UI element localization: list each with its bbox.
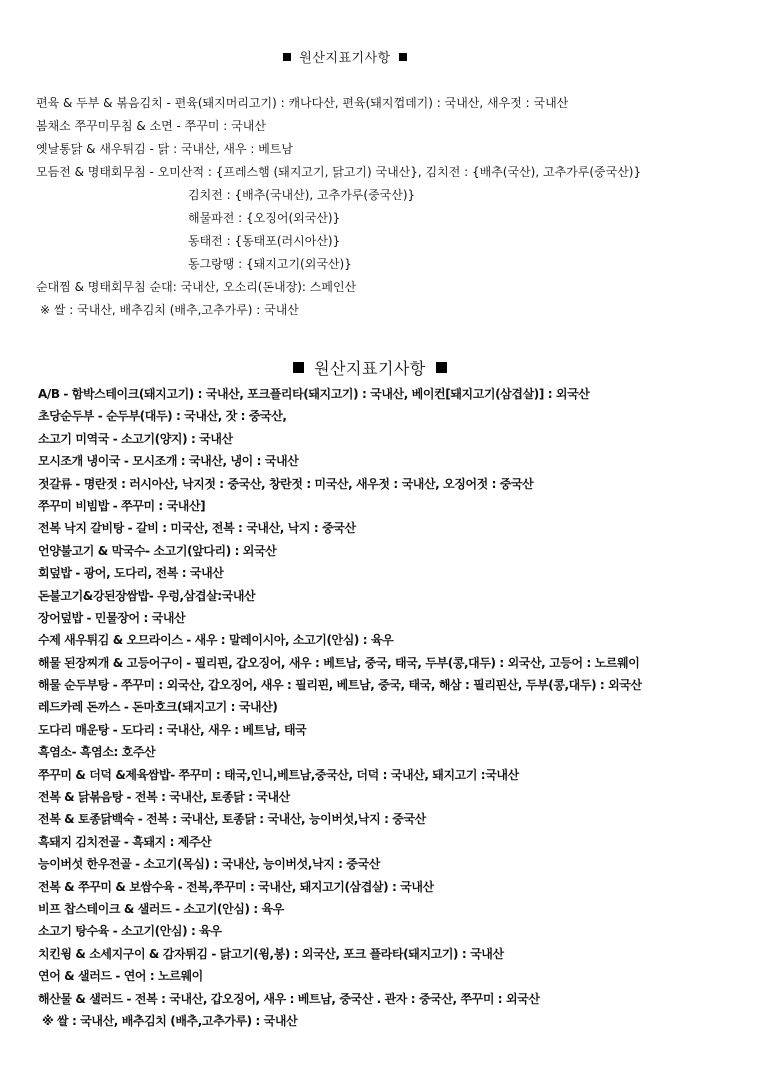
list-item: 김치전 : {배추(국내산), 고추가루(중국산)} <box>188 188 416 202</box>
note-item: ※ 쌀 : 국내산, 배추김치 (배추,고추가루) : 국내산 <box>42 1013 298 1028</box>
list-item: 모시조개 냉이국 - 모시조개 : 국내산, 냉이 : 국내산 <box>38 454 299 469</box>
list-item: 쭈꾸미 비빔밥 - 쭈꾸미 : 국내산] <box>38 498 206 513</box>
list-item: 해물파전 : {오징어(외국산)} <box>188 211 341 225</box>
list-item: 해산물 & 샐러드 - 전복 : 국내산, 갑오징어, 새우 : 베트남, 중국산 . 관자 : 중국산, 쭈꾸미 : 외국산 <box>38 991 540 1006</box>
list-item: 레드카레 돈까스 - 돈마호크(돼지고기 : 국내산) <box>38 700 278 715</box>
list-item: 봄채소 쭈꾸미무침 & 소면 - 쭈꾸미 : 국내산 <box>36 119 266 133</box>
list-item: 젓갈류 - 명란젓 : 러시아산, 낙지젓 : 중국산, 창란젓 : 미국산, 새우젓 : 국내산, 오징어젓 : 중국산 <box>38 476 534 491</box>
list-item: 돈불고기&강된장쌈밥- 우렁,삼겹살:국내산 <box>38 588 256 603</box>
section1-list <box>36 92 751 322</box>
note-item: ※ 쌀 : 국내산, 배추김치 (배추,고추가루) : 국내산 <box>40 303 299 317</box>
section2-title <box>0 356 740 379</box>
list-item: 전복 & 쭈꾸미 & 보쌈수육 - 전복,쭈꾸미 : 국내산, 돼지고기(삼겹살) : 국내산 <box>38 879 434 894</box>
list-item: 전복 낙지 갈비탕 - 갈비 : 미국산, 전복 : 국내산, 낙지 : 중국산 <box>38 521 356 536</box>
list-item: 흑염소- 흑염소: 호주산 <box>38 745 156 760</box>
list-item: 소고기 미역국 - 소고기(양지) : 국내산 <box>38 431 233 446</box>
list-item: 수제 새우튀김 & 오므라이스 - 새우 : 말레이시아, 소고기(안심) : 육우 <box>38 633 394 648</box>
list-item: 쭈꾸미 & 더덕 &제육쌈밥- 쭈꾸미 : 태국,인니,베트남,중국산, 더덕 : 국내산, 돼지고기 :국내산 <box>38 767 519 782</box>
square-bullet-icon <box>293 362 304 373</box>
list-item: 동태전 : {동태포(러시아산)} <box>188 234 341 248</box>
list-item: 도다리 매운탕 - 도다리 : 국내산, 새우 : 베트남, 태국 <box>38 722 307 737</box>
list-item: 치킨윙 & 소세지구이 & 감자튀김 - 닭고기(윙,봉) : 외국산, 포크 플라타(돼지고기) : 국내산 <box>38 946 504 961</box>
square-bullet-icon <box>283 53 291 61</box>
list-item: 능이버섯 한우전골 - 소고기(목심) : 국내산, 능이버섯,낙지 : 중국산 <box>38 857 380 872</box>
list-item: 회덮밥 - 광어, 도다리, 전복 : 국내산 <box>38 566 224 581</box>
section2-list <box>38 383 754 1032</box>
list-item: 해물 순두부탕 - 쭈꾸미 : 외국산, 갑오징어, 새우 : 필리핀, 베트남, 중국, 태국, 해삼 : 필리핀산, 두부(콩,대두) : 외국산 <box>38 678 642 693</box>
square-bullet-icon <box>436 362 447 373</box>
square-bullet-icon <box>399 53 407 61</box>
list-item: 언양불고기 & 막국수- 소고기(앞다리) : 외국산 <box>38 543 277 558</box>
list-item: 흑돼지 김치전골 - 흑돼지 : 제주산 <box>38 834 212 849</box>
list-item: 전복 & 토종닭백숙 - 전복 : 국내산, 토종닭 : 국내산, 능이버섯,낙지 : 중국산 <box>38 812 426 827</box>
list-item: 모듬전 & 명태회무침 - 오미산적 : {프레스햄 (돼지고기, 닭고기) 국내산}, 김치전 : {배추(국산), 고추가루(중국산)} <box>36 165 642 179</box>
section1-title-text: 원산지표기사항 <box>299 51 391 66</box>
list-item: 순대찜 & 명태회무침 순대: 국내산, 오소리(돈내장): 스페인산 <box>36 280 357 294</box>
section2-title-text: 원산지표기사항 <box>314 359 426 378</box>
list-item: 비프 찹스테이크 & 샐러드 - 소고기(안심) : 육우 <box>38 901 284 916</box>
list-item: 연어 & 샐러드 - 연어 : 노르웨이 <box>38 969 203 984</box>
list-item: 장어덮밥 - 민물장어 : 국내산 <box>38 610 186 625</box>
list-item: 초당순두부 - 순두부(대두) : 국내산, 잣 : 중국산, <box>38 409 287 424</box>
list-item: A/B - 함박스테이크(돼지고기) : 국내산, 포크플리타(돼지고기) : 국내산, 베이컨[돼지고기(삼겹살)] : 외국산 <box>38 387 590 401</box>
list-item: 옛날통닭 & 새우튀김 - 닭 : 국내산, 새우 : 베트남 <box>36 142 293 156</box>
list-item: 동그랑땡 : {돼지고기(외국산)} <box>188 257 352 271</box>
list-item: 소고기 탕수육 - 소고기(안심) : 육우 <box>38 924 222 939</box>
list-item: 편육 & 두부 & 볶음김치 - 편육(돼지머리고기) : 캐나다산, 편육(돼지껍데기) : 국내산, 새우젓 : 국내산 <box>36 96 569 110</box>
list-item: 전복 & 닭볶음탕 - 전복 : 국내산, 토종닭 : 국내산 <box>38 790 290 805</box>
section1-title <box>0 47 690 66</box>
list-item: 해물 된장찌개 & 고등어구이 - 필리핀, 갑오징어, 새우 : 베트남, 중국, 태국, 두부(콩,대두) : 외국산, 고등어 : 노르웨이 <box>38 655 640 670</box>
